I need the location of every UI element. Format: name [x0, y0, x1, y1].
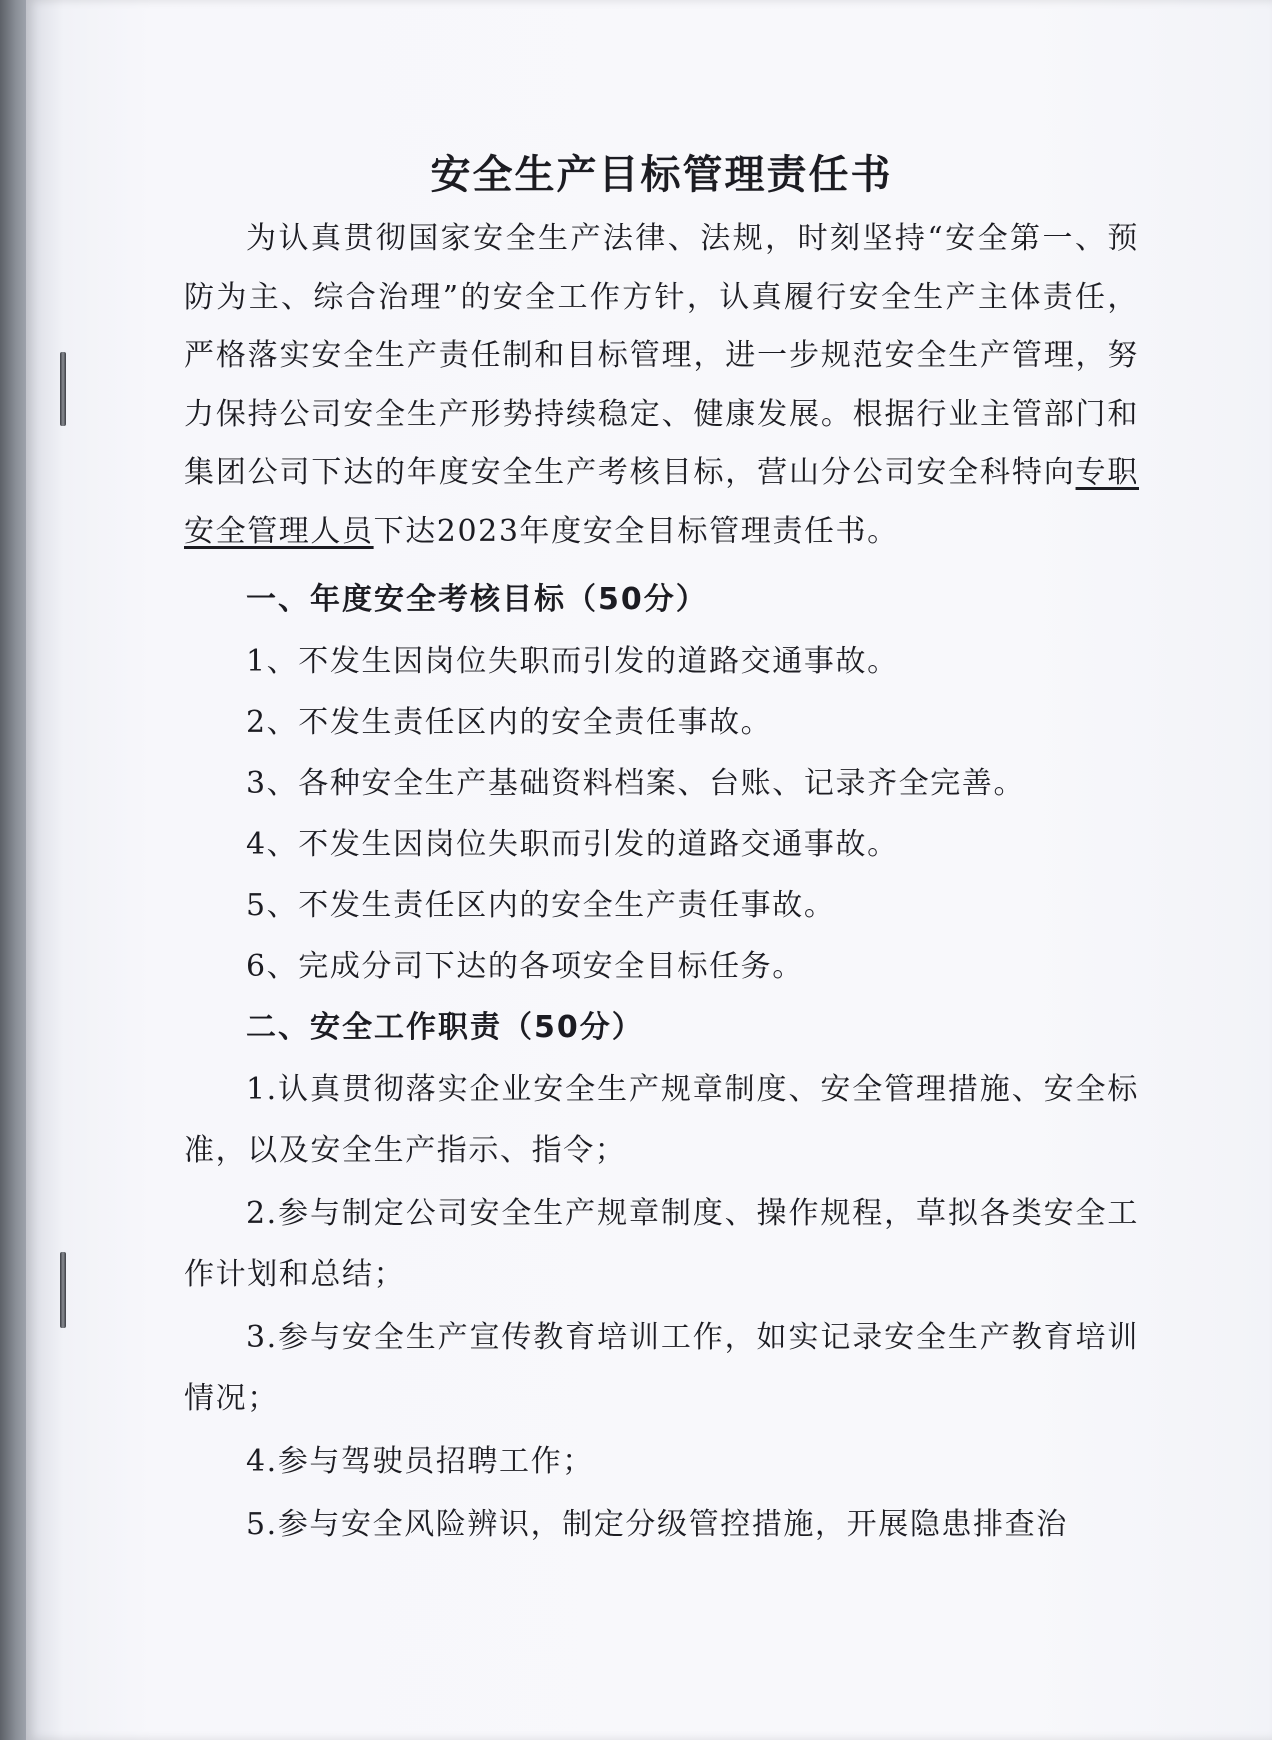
target-item: 1、不发生因岗位失职而引发的道路交通事故。 [246, 644, 899, 679]
section-heading-annual-targets: 一、年度安全考核目标（50分） [246, 582, 708, 617]
target-item: 6、完成分司下达的各项安全目标任务。 [246, 949, 804, 984]
duty-item: 1.认真贯彻落实企业安全生产规章制度、安全管理措施、安全标准，以及安全生产指示、指令； [184, 1072, 1139, 1168]
intro-paragraph [184, 210, 1139, 561]
duty-item: 2.参与制定公司安全生产规章制度、操作规程，草拟各类安全工作计划和总结； [184, 1196, 1139, 1292]
intro-text-end: 下达2023年度安全目标管理责任书。 [373, 513, 899, 549]
document-body [184, 150, 1139, 1555]
target-item: 2、不发生责任区内的安全责任事故。 [246, 705, 773, 740]
duty-item: 4.参与驾驶员招聘工作； [246, 1444, 594, 1479]
target-item: 5、不发生责任区内的安全生产责任事故。 [246, 888, 836, 923]
staple-top [60, 352, 66, 426]
duty-item: 3.参与安全生产宣传教育培训工作，如实记录安全生产教育培训情况； [184, 1320, 1139, 1416]
section-heading-safety-duties: 二、安全工作职责（50分） [246, 1010, 644, 1045]
intro-underlined-recipient: 专职安全管理人员 [184, 455, 1139, 549]
target-item: 3、各种安全生产基础资料档案、台账、记录齐全完善。 [246, 766, 1026, 801]
duty-item: 5.参与安全风险辨识，制定分级管控措施，开展隐患排查治 [246, 1507, 1068, 1542]
document-title: 安全生产目标管理责任书 [430, 152, 893, 198]
intro-text-start: 为认真贯彻国家安全生产法律、法规，时刻坚持“安全第一、预防为主、综合治理”的安全工作方针，认真履行安全生产主体责任，严格落实安全生产责任制和目标管理，进一步规范安全生产管理，努力保持公司安全生产形势持续稳定、健康发展。根据行业主管部门和集团公司下达的年度安全生产考核目标，营山分公司安全科特向 [184, 221, 1139, 490]
target-item: 4、不发生因岗位失职而引发的道路交通事故。 [246, 827, 899, 862]
staple-bottom [60, 1252, 66, 1328]
